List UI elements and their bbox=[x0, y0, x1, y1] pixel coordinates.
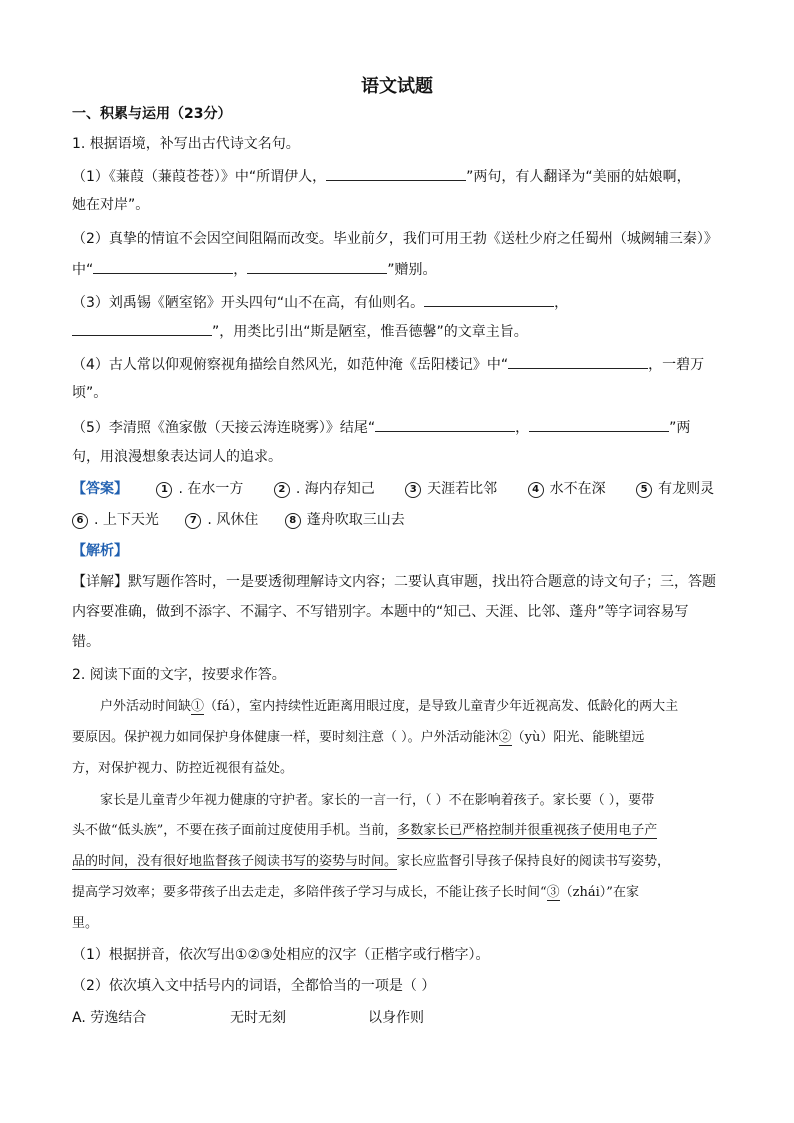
passage-para2-line3: 品的时间，没有很好地监督孩子阅读书写的姿势与时间。家长应监督引导孩子保持良好的阅读书写姿势， bbox=[72, 854, 671, 869]
blank-marker-3: ③ bbox=[546, 885, 560, 900]
fill-blank[interactable] bbox=[529, 417, 669, 432]
fill-blank[interactable] bbox=[93, 259, 233, 274]
q1-stem: 1. 根据语境，补写出古代诗文名句。 bbox=[72, 136, 300, 152]
page-title: 语文试题 bbox=[361, 76, 433, 97]
q1-part2-line2: 中“ ， ”赠别。 bbox=[72, 259, 437, 280]
q2-sub1: （1）根据拼音，依次写出①②③处相应的汉字（正楷字或行楷字）。 bbox=[72, 947, 490, 963]
fill-blank[interactable] bbox=[72, 321, 212, 336]
passage-para2-line1: 家长是儿童青少年视力健康的守护者。家长的一言一行，（ ）不在影响着孩子。家长要（ ），要带 bbox=[100, 793, 655, 808]
q1-part4-line2: 顷”。 bbox=[72, 385, 108, 401]
option-a[interactable]: A. 劳逸结合 无时无刻 以身作则 bbox=[72, 1010, 424, 1026]
fill-blank[interactable] bbox=[326, 166, 466, 181]
answer-item: 7 . 风休住 bbox=[185, 510, 258, 530]
answer-item: 8 蓬舟吹取三山去 bbox=[285, 510, 405, 530]
q1-part4-line1: （4）古人常以仰观俯察视角描绘自然风光，如范仲淹《岳阳楼记》中“ ，一碧万 bbox=[72, 354, 704, 375]
answer-line2 bbox=[72, 510, 405, 530]
q1-part1-line1: （1）《蒹葭（蒹葭苍苍）》中“所谓伊人， ”两句，有人翻译为“美丽的姑娘啊， bbox=[72, 166, 691, 187]
answer-line1 bbox=[72, 479, 714, 499]
q1-part5-line2: 句，用浪漫想象表达词人的追求。 bbox=[72, 449, 282, 465]
passage-para1-line2: 要原因。保护视力如同保护身体健康一样，要时刻注意（ ）。户外活动能沐②（yù）阳光、能眺望远 bbox=[72, 730, 645, 745]
analysis-label: 【解析】 bbox=[72, 543, 128, 559]
passage-para2-line2: 头不做“低头族”，不要在孩子面前过度使用手机。当前，多数家长已严格控制并很重视孩子使用电子产 bbox=[72, 823, 658, 838]
blank-marker-1: ① bbox=[191, 699, 205, 714]
underlined-sentence: 多数家长已严格控制并很重视孩子使用电子产 bbox=[397, 823, 658, 838]
q2-sub2: （2）依次填入文中括号内的词语，全都恰当的一项是（ ） bbox=[72, 978, 436, 994]
underlined-sentence: 品的时间，没有很好地监督孩子阅读书写的姿势与时间。 bbox=[72, 854, 398, 869]
passage-para2-line4: 提高学习效率；要多带孩子出去走走，多陪伴孩子学习与成长，不能让孩子长时间“③（zhái）”在家 bbox=[72, 885, 639, 900]
answer-item: 3 天涯若比邻 bbox=[405, 479, 497, 499]
passage-para2-line5: 里。 bbox=[72, 916, 99, 931]
fill-blank[interactable] bbox=[375, 417, 515, 432]
answer-item: 4 水不在深 bbox=[528, 479, 606, 499]
q1-part5-line1: （5）李清照《渔家傲（天接云涛连晓雾）》结尾“ ， ”两 bbox=[72, 417, 690, 438]
fill-blank[interactable] bbox=[247, 259, 387, 274]
q2-stem: 2. 阅读下面的文字，按要求作答。 bbox=[72, 667, 286, 683]
fill-blank[interactable] bbox=[424, 292, 554, 307]
answer-item: 2 . 海内存知己 bbox=[274, 479, 375, 499]
answer-label: 【答案】 bbox=[72, 481, 128, 497]
answer-item: 6 . 上下天光 bbox=[72, 510, 159, 530]
analysis-detail-line1: 【详解】默写题作答时，一是要透彻理解诗文内容；二要认真审题，找出符合题意的诗文句子；三，答题 bbox=[72, 574, 716, 590]
analysis-detail-line3: 错。 bbox=[72, 634, 100, 650]
fill-blank[interactable] bbox=[508, 354, 648, 369]
answer-item: 5 有龙则灵 bbox=[636, 479, 714, 499]
blank-marker-2: ② bbox=[498, 730, 512, 745]
passage-para1-line3: 方，对保护视力、防控近视很有益处。 bbox=[72, 761, 294, 776]
answer-item: 1 . 在水一方 bbox=[156, 479, 243, 499]
q1-part2-line1: （2）真挚的情谊不会因空间阻隔而改变。毕业前夕，我们可用王勃《送杜少府之任蜀州（城阙辅三秦）》 bbox=[72, 231, 718, 247]
analysis-detail-line2: 内容要准确，做到不添字、不漏字、不写错别字。本题中的“知己、天涯、比邻、蓬舟”等字词容易写 bbox=[72, 604, 689, 620]
section-heading: 一、积累与运用（23分） bbox=[72, 106, 232, 122]
q1-part1-line2: 她在对岸”。 bbox=[72, 197, 150, 213]
q1-part3-line1: （3）刘禹锡《陋室铭》开头四句“山不在高，有仙则名。 ， bbox=[72, 292, 568, 313]
passage-para1-line1: 户外活动时间缺①（fá），室内持续性近距离用眼过度，是导致儿童青少年近视高发、低龄化的两大主 bbox=[100, 699, 679, 714]
q1-part3-line2: ”，用类比引出“斯是陋室，惟吾德馨”的文章主旨。 bbox=[72, 321, 528, 342]
